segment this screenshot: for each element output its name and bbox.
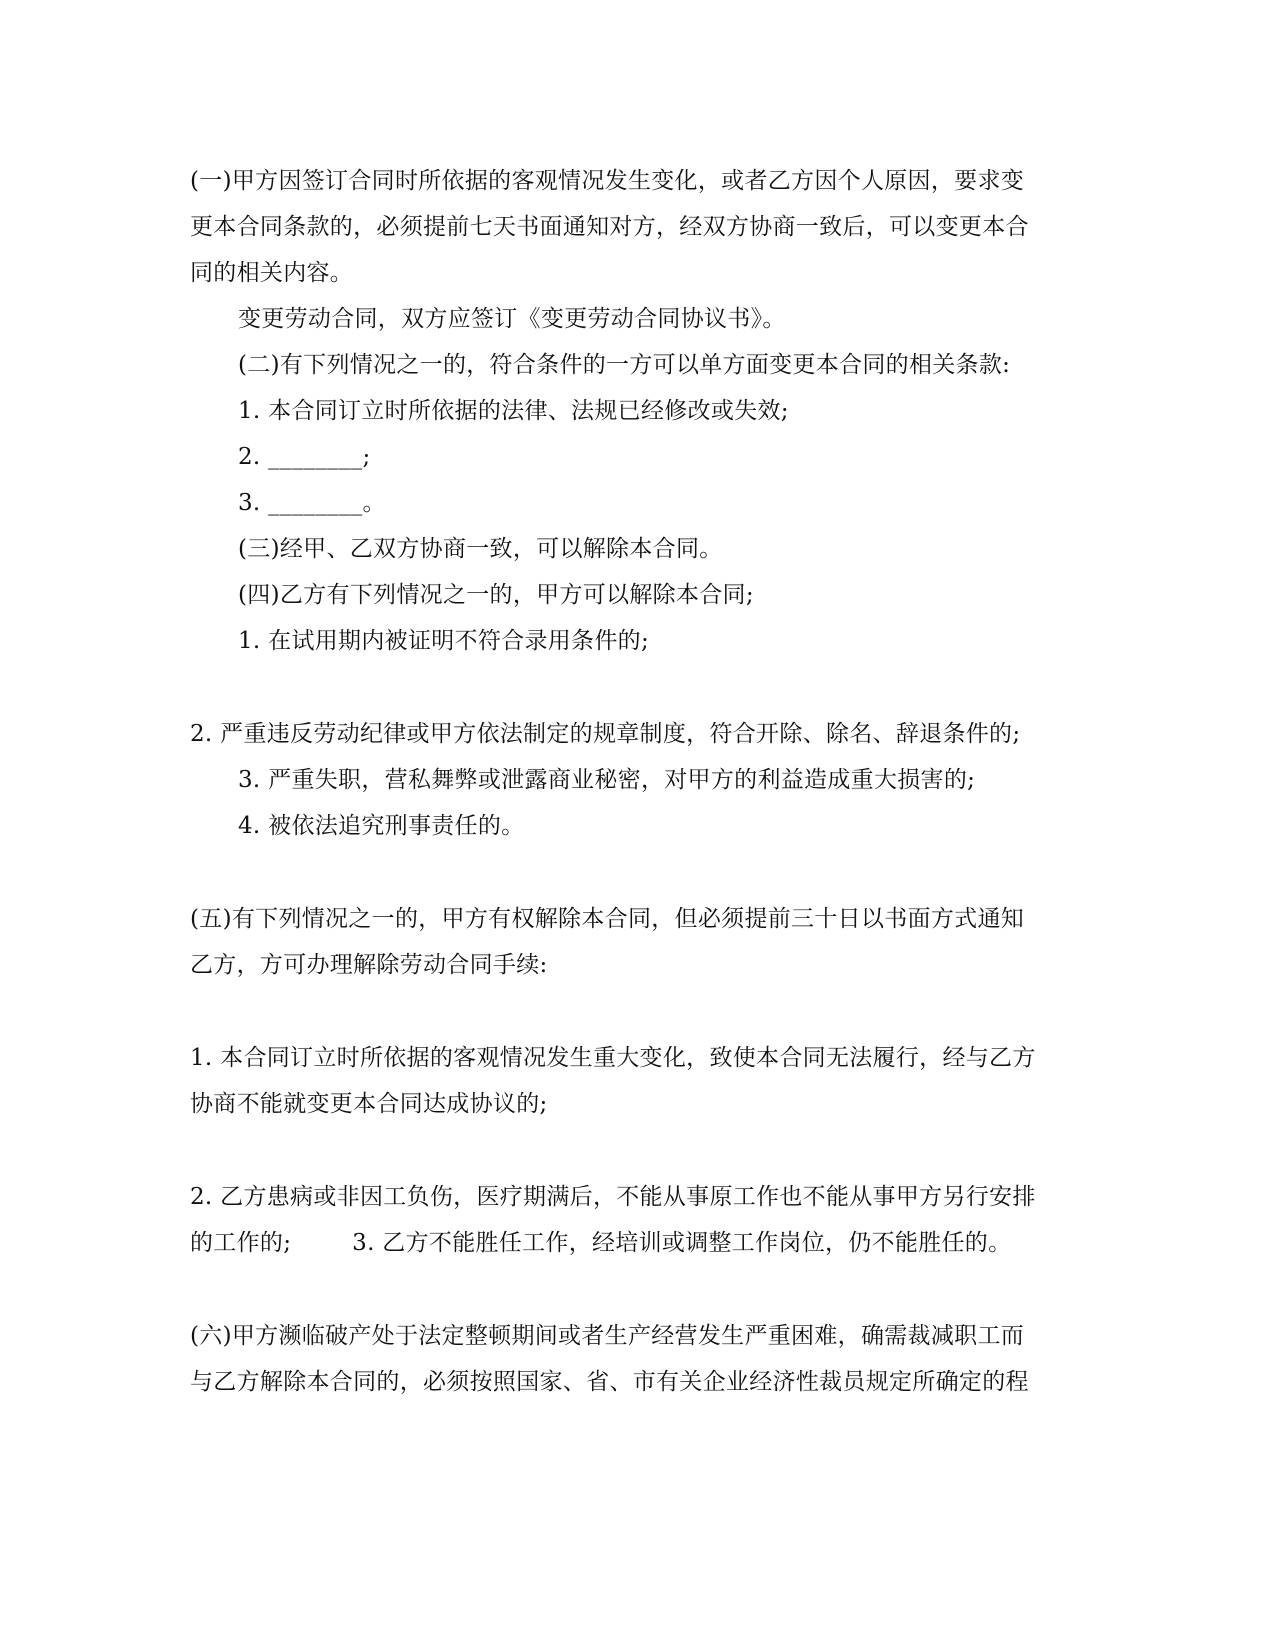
clause-4-item-4: 4. 被依法追究刑事责任的。: [238, 813, 525, 839]
clause-5-item-2-3-line: 的工作的; 3. 乙方不能胜任工作，经培训或调整工作岗位，仍不能胜任的。: [190, 1230, 1012, 1256]
clause-6-line-2: 与乙方解除本合同的，必须按照国家、省、市有关企业经济性裁员规定所确定的程: [190, 1369, 1029, 1395]
clause-6-line-1: (六)甲方濒临破产处于法定整顿期间或者生产经营发生严重困难，确需裁减职工而: [190, 1323, 1025, 1349]
clause-5-item-1-line-2: 协商不能就变更本合同达成协议的;: [190, 1091, 548, 1117]
clause-4-heading: (四)乙方有下列情况之一的，甲方可以解除本合同;: [238, 582, 754, 608]
clause-2-item-2: 2. ________;: [238, 444, 371, 470]
clause-2-heading: (二)有下列情况之一的，符合条件的一方可以单方面变更本合同的相关条款:: [238, 352, 1011, 378]
clause-5-heading-line-1: (五)有下列情况之一的，甲方有权解除本合同，但必须提前三十日以书面方式通知: [190, 906, 1025, 932]
clause-4-item-3: 3. 严重失职，营私舞弊或泄露商业秘密，对甲方的利益造成重大损害的;: [238, 767, 976, 793]
clause-3: (三)经甲、乙双方协商一致，可以解除本合同。: [238, 536, 723, 562]
clause-5-heading-line-2: 乙方，方可办理解除劳动合同手续:: [190, 952, 548, 978]
clause-4-item-2: 2. 严重违反劳动纪律或甲方依法制定的规章制度，符合开除、除名、辞退条件的;: [190, 721, 1021, 747]
paragraph-1-line-2: 更本合同条款的，必须提前七天书面通知对方，经双方协商一致后，可以变更本合: [190, 214, 1029, 240]
clause-2-item-3: 3. ________。: [238, 490, 386, 516]
paragraph-2: 变更劳动合同，双方应签订《变更劳动合同协议书》。: [238, 306, 786, 332]
clause-4-item-1: 1. 在试用期内被证明不符合录用条件的;: [238, 628, 650, 654]
paragraph-1-line-3: 同的相关内容。: [190, 260, 354, 286]
clause-5-item-1-line-1: 1. 本合同订立时所依据的客观情况发生重大变化，致使本合同无法履行，经与乙方: [190, 1045, 1036, 1071]
clause-2-item-1: 1. 本合同订立时所依据的法律、法规已经修改或失效;: [238, 398, 789, 424]
clause-5-item-2-line-1: 2. 乙方患病或非因工负伤，医疗期满后，不能从事原工作也不能从事甲方另行安排: [190, 1184, 1036, 1210]
paragraph-1-line-1: (一)甲方因签订合同时所依据的客观情况发生变化，或者乙方因个人原因，要求变: [190, 168, 1025, 194]
